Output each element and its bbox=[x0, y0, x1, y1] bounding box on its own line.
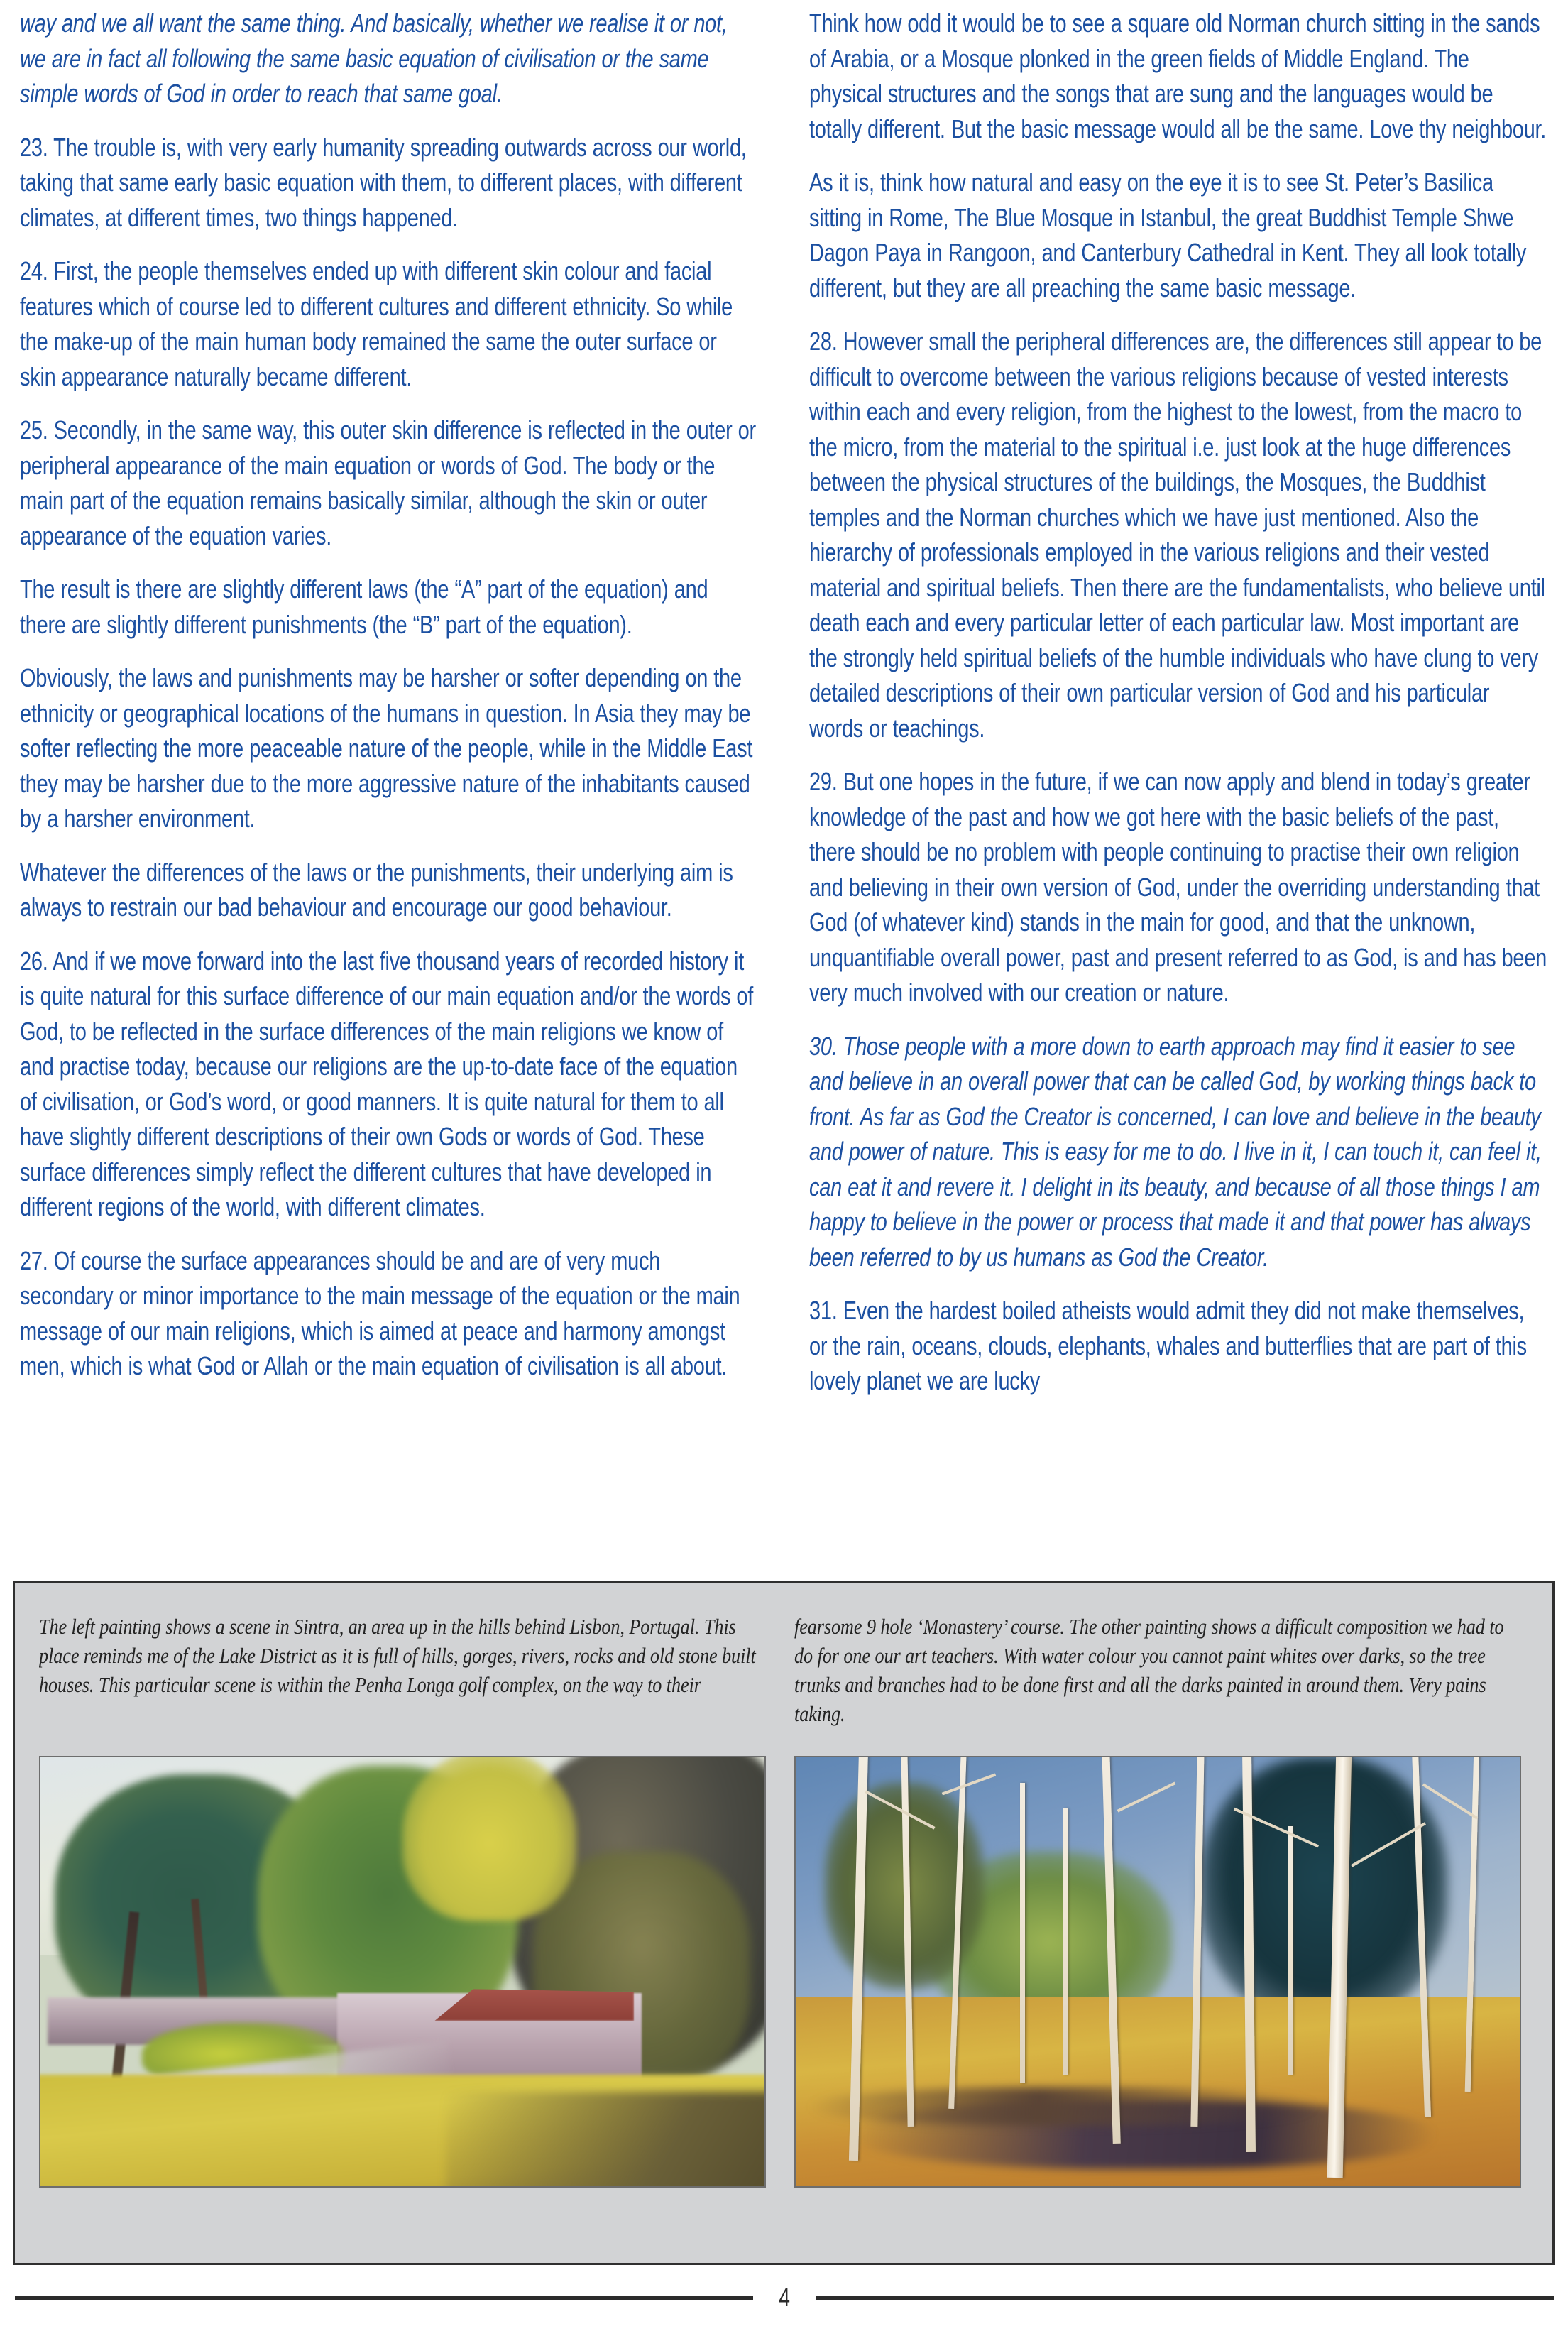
painting-ground-shadow bbox=[810, 2087, 1317, 2126]
paragraph-whatever: Whatever the differences of the laws or the punishments, their underlying aim is always to restrain our bad behaviour and encourage our good behaviour. bbox=[20, 857, 733, 922]
paragraph-24: 24. First, the people themselves ended up with different skin colour and facial features which of course led to different cultures and different ethnicity. So while the make-up of the main human body remained the same the outer surface or skin appearance naturally became different. bbox=[20, 256, 733, 391]
paragraph-30: 30. Those people with a more down to earth approach may find it easier to see and believe in an overall power that can be called God, by working things back to front. As far as God the Creator is concerned, I can love and believe in the beauty and power of nature. This is easy for me to do. I live in it, I can touch it, can feel it, can eat it and revere it. I delight in its beauty, and because of all those things I am happy to believe in the power or process that made it and that power has always been referred to by us humans as God the Creator. bbox=[809, 1031, 1542, 1272]
paragraph-obviously: Obviously, the laws and punishments may be harsher or softer depending on the ethnicity or geographical locations of the humans in question. In Asia they may be softer reflecting the more peaceable nature of the people, while in the Middle East they may be harsher due to the more aggressive nature of the inhabitants caused by a harsher environment. bbox=[20, 663, 753, 833]
paragraph-as-it-is: As it is, think how natural and easy on the eye it is to see St. Peter’s Basilica sitting in Rome, The Blue Mosque in Istanbul, the great Buddhist Temple Shwe Dagon Paya in Rangoon, and Canterbury Cathedral in Kent. They all look totally different, but they are all preaching the same basic message. bbox=[809, 168, 1527, 302]
page-footer bbox=[0, 2285, 1568, 2310]
painting-yellow-tree bbox=[402, 1756, 576, 1921]
column-right bbox=[809, 6, 1547, 1525]
paragraph-think: Think how odd it would be to see a square old Norman church sitting in the sands of Arabia, or a Mosque plonked in the green fields of Middle England. The physical structures and the songs that are sung and the languages would be totally different. But the basic message would all be the same. Love thy neighbour. bbox=[809, 9, 1547, 143]
paragraph-29: 29. But one hopes in the future, if we can now apply and blend in today’s greater knowledge of the past and how we got here with the basic beliefs of the past, there should be no problem with people continuing to practise their own religion and believing in their own version of God, under the overriding understanding that God (of whatever kind) stands in the main for good, and that the unknown, unquantifiable overall power, past and present referred to as God, is and has been very much involved with our creation or nature. bbox=[809, 767, 1547, 1007]
column-left bbox=[20, 6, 758, 1525]
paragraph-31: 31. Even the hardest boiled atheists would admit they did not make themselves, or the rain, oceans, clouds, elephants, whales and butterflies that are part of this lovely planet we are lucky bbox=[809, 1296, 1527, 1395]
painting-birch-trunk bbox=[1288, 1826, 1293, 2075]
painting-field-shade bbox=[446, 2092, 766, 2188]
paragraph-23: 23. The trouble is, with very early humanity spreading outwards across our world, taking that same early basic equation with them, to different places, with different climates, at different times, two things happened. bbox=[20, 132, 747, 232]
paragraph-result: The result is there are slightly different laws (the “A” part of the equation) and there are slightly different punishments (the “B” part of the equation). bbox=[20, 574, 708, 639]
painting-birch-trunk bbox=[1063, 1808, 1068, 2074]
page-number: 4 bbox=[778, 2283, 790, 2312]
painting-birches bbox=[794, 1756, 1521, 2188]
caption-right-painting: fearsome 9 hole ‘Monastery’ course. The other painting shows a difficult composition we had to do for one our art teachers. With water colour you cannot paint whites over darks, so the tree trunks and branches had to be done first and all the darks painted in around them. Very pains taking. bbox=[794, 1615, 1504, 1726]
painting-dark-foliage bbox=[1201, 1757, 1447, 2023]
caption-left-painting: The left painting shows a scene in Sintra, an area up in the hills behind Lisbon, Portugal. This place reminds me of the Lake District as it is full of hills, gorges, rivers, rocks and old stone built houses. This particular scene is within the Penha Longa golf complex, on the way to their bbox=[39, 1615, 756, 1697]
paragraph-27: 27. Of course the surface appearances should be and are of very much secondary or minor importance to the main message of the equation or the main message of our main religions, which is aimed at peace and harmony amongst men, which is what God or Allah or the main equation of civilisation is all about. bbox=[20, 1245, 740, 1380]
caption-row bbox=[39, 1612, 1528, 1729]
painting-sintra bbox=[39, 1756, 766, 2188]
paragraph-25: 25. Secondly, in the same way, this outer skin difference is reflected in the outer or peripheral appearance of the main equation or words of God. The body or the main part of the equation remains basically similar, although the skin or outer appearance of the equation varies. bbox=[20, 415, 756, 550]
painting-row bbox=[39, 1756, 1528, 2188]
paragraph-28: 28. However small the peripheral differences are, the differences still appear to be difficult to overcome between the various religions because of vested interests within each and every religion, from the highest to the lowest, from the macro to the micro, from the material to the spiritual i.e. just look at the huge differences between the physical structures of the buildings, the Mosques, the Buddhist temples and the Norman churches which we have just mentioned. Also the hierarchy of professionals employed in the various religions and their vested material and spiritual beliefs. Then there are the fundamentalists, who believe until death each and every particular letter of each particular law. Most important are the strongly held spiritual beliefs of the humble individuals who have clung to very detailed descriptions of their own particular version of God and his particular words or teachings. bbox=[809, 327, 1545, 743]
illustration-panel bbox=[13, 1581, 1555, 2265]
footer-rule-left bbox=[15, 2296, 753, 2300]
paragraph-26: 26. And if we move forward into the last five thousand years of recorded history it is quite natural for this surface difference of our main equation and/or the words of God, to be reflected in the surface differences of the main religions we know of and practise today, because our religions are the up-to-date face of the equation of civilisation, or God’s word, or good manners. It is quite natural for them to all have slightly different descriptions of their own Gods or words of God. These surface differences simply reflect the different cultures that have developed in different regions of the world, with different climates. bbox=[20, 946, 754, 1221]
footer-rule-right bbox=[816, 2296, 1554, 2300]
paragraph-continuation-22: way and we all want the same thing. And basically, whether we realise it or not, we are in fact all following the same basic equation of civilisation or the same simple words of God in order to reach that same goal. bbox=[20, 9, 728, 108]
painting-birch-trunk bbox=[1020, 1783, 1025, 2083]
body-columns bbox=[20, 6, 1547, 1525]
